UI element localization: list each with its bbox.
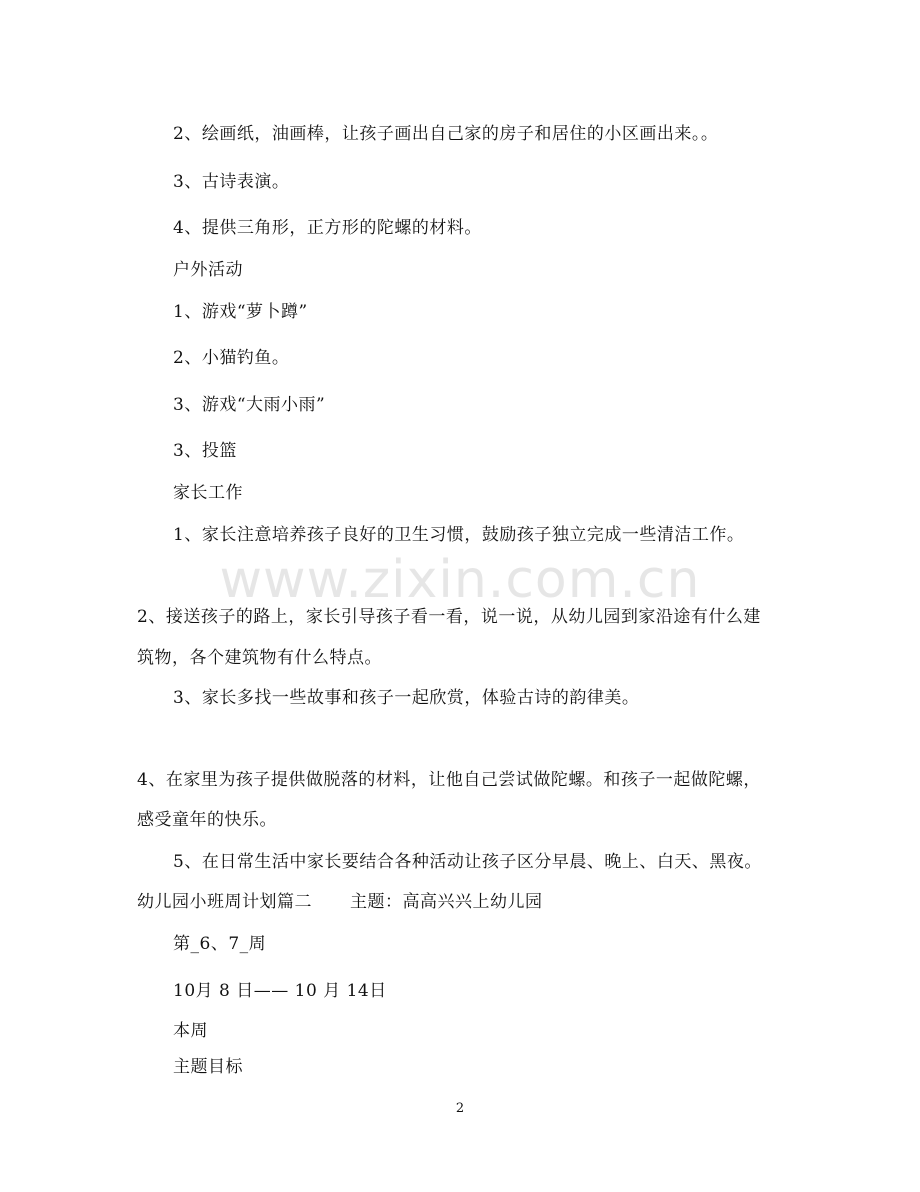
text-line: 感受童年的快乐。	[137, 810, 277, 830]
title-line	[137, 892, 543, 912]
text-line: 3、投篮	[173, 441, 237, 461]
watermark: www.zixin.com.cn	[219, 550, 701, 610]
text-line: 3、古诗表演。	[173, 172, 290, 192]
date-range: 10月 8 日—— 10 月 14日	[173, 981, 387, 1001]
text-line: 3、游戏“大雨小雨”	[173, 395, 326, 415]
page-number: 2	[455, 1101, 465, 1116]
article-title: 幼儿园小班周计划篇二	[137, 892, 312, 912]
week-line: 第_6、7_周	[173, 934, 267, 954]
text-line: 筑物，各个建筑物有什么特点。	[137, 648, 382, 668]
text-line: 4、提供三角形，正方形的陀螺的材料。	[173, 218, 482, 238]
text-line: 本周	[173, 1021, 208, 1041]
section-heading: 主题目标	[173, 1057, 243, 1077]
text-line: 1、家长注意培养孩子良好的卫生习惯，鼓励孩子独立完成一些清洁工作。	[173, 525, 745, 545]
text-line: 2、绘画纸，油画棒，让孩子画出自己家的房子和居住的小区画出来。。	[173, 124, 719, 144]
text-line: 2、接送孩子的路上，家长引导孩子看一看，说一说，从幼儿园到家沿途有什么建	[137, 607, 761, 627]
text-line: 3、家长多找一些故事和孩子一起欣赏，体验古诗的韵律美。	[173, 688, 640, 708]
text-line: 4、在家里为孩子提供做脱落的材料，让他自己尝试做陀螺。和孩子一起做陀螺，	[137, 770, 761, 790]
section-heading: 家长工作	[173, 483, 243, 503]
text-line: 2、小猫钓鱼。	[173, 348, 290, 368]
theme-label: 主题：高高兴兴上幼儿园	[350, 892, 543, 912]
text-line: 5、在日常生活中家长要结合各种活动让孩子区分早晨、晚上、白天、黑夜。	[173, 852, 762, 872]
text-line: 1、游戏“萝卜蹲”	[173, 302, 308, 322]
section-heading: 户外活动	[173, 260, 243, 280]
